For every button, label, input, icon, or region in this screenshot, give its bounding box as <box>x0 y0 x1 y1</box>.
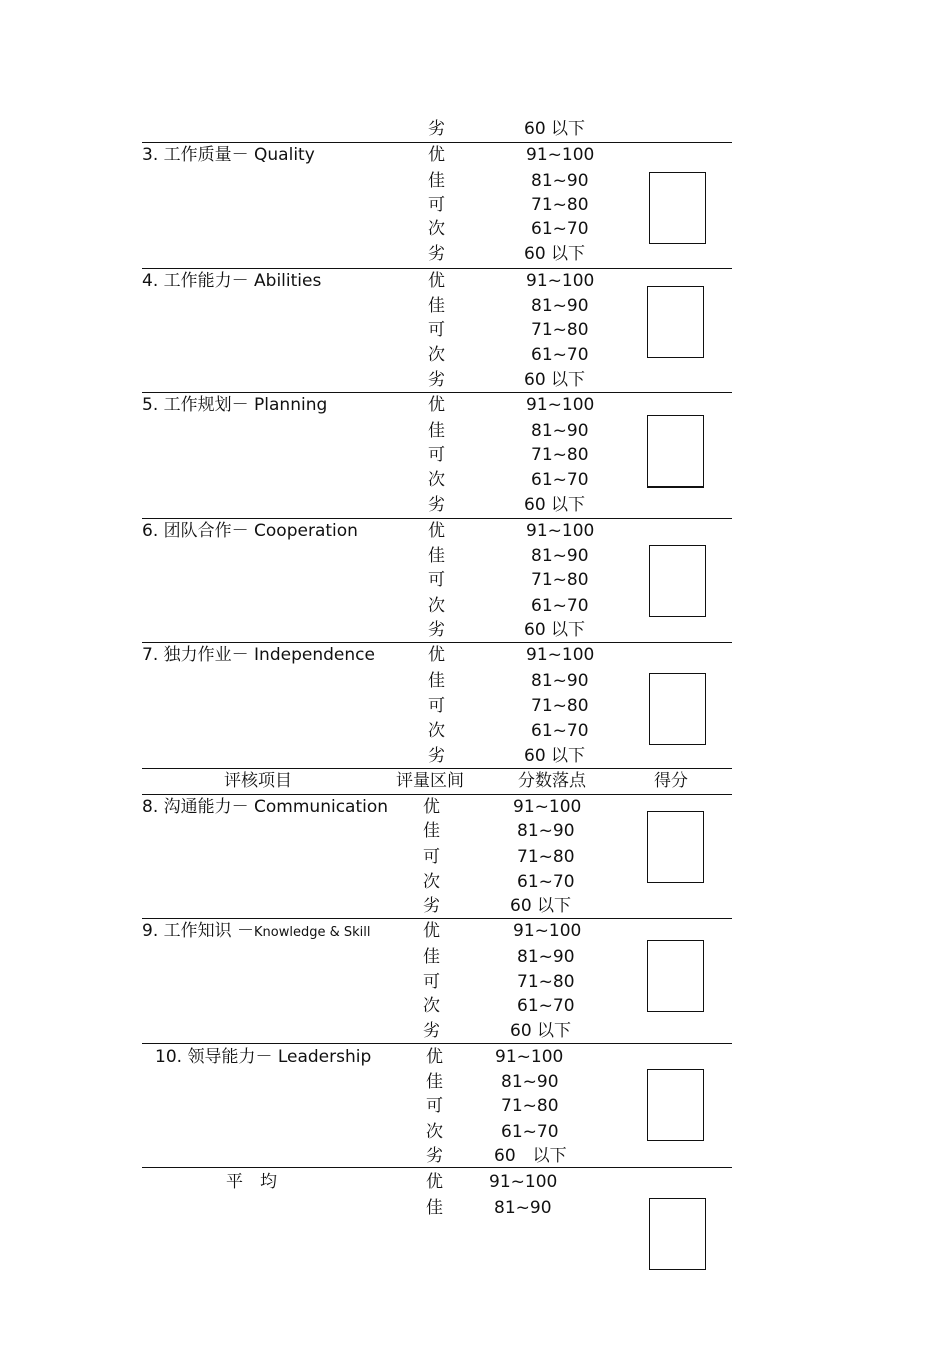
grade-label: 优 <box>428 145 445 165</box>
range-label: 91~100 <box>526 645 595 665</box>
divider <box>142 642 732 643</box>
grade-label: 佳 <box>426 1198 443 1218</box>
grade-label: 次 <box>423 996 440 1016</box>
grade-label: 优 <box>423 797 440 817</box>
grade-label: 可 <box>428 570 445 590</box>
grade-label: 佳 <box>428 171 445 191</box>
range-label: 60 以下 <box>524 119 586 139</box>
score-box[interactable] <box>647 811 704 883</box>
grade-label: 优 <box>426 1172 443 1192</box>
grade-label: 劣 <box>428 119 445 139</box>
grade-label: 次 <box>428 219 445 239</box>
section-title: 9. 工作知识 －Knowledge & Skill <box>142 921 371 941</box>
section-title: 3. 工作质量－ Quality <box>142 145 315 165</box>
grade-label: 可 <box>423 972 440 992</box>
grade-label: 优 <box>428 645 445 665</box>
divider <box>142 1167 732 1168</box>
grade-label: 佳 <box>428 421 445 441</box>
range-label: 81~90 <box>517 947 575 967</box>
header-range: 分数落点 <box>518 771 586 791</box>
grade-label: 劣 <box>428 370 445 390</box>
section-title-english: Knowledge & Skill <box>254 925 371 940</box>
range-label: 91~100 <box>526 395 595 415</box>
range-label: 91~100 <box>489 1172 558 1192</box>
grade-label: 次 <box>423 872 440 892</box>
range-label: 60 以下 <box>524 244 586 264</box>
range-label: 61~70 <box>517 996 575 1016</box>
section-title: 6. 团队合作－ Cooperation <box>142 521 358 541</box>
range-label: 81~90 <box>531 671 589 691</box>
grade-label: 优 <box>428 395 445 415</box>
grade-label: 优 <box>426 1047 443 1067</box>
score-box[interactable] <box>647 415 704 488</box>
grade-label: 可 <box>426 1096 443 1116</box>
grade-label: 次 <box>428 721 445 741</box>
range-label: 81~90 <box>517 821 575 841</box>
grade-label: 劣 <box>428 495 445 515</box>
score-box[interactable] <box>649 545 706 617</box>
section-title: 8. 沟通能力－ Communication <box>142 797 389 817</box>
grade-label: 劣 <box>423 1021 440 1041</box>
range-label: 81~90 <box>531 296 589 316</box>
divider <box>142 918 732 919</box>
range-label: 60 以下 <box>510 1021 572 1041</box>
grade-label: 可 <box>428 445 445 465</box>
range-label: 71~80 <box>517 847 575 867</box>
range-label: 61~70 <box>531 345 589 365</box>
range-label: 61~70 <box>531 596 589 616</box>
range-label: 60 以下 <box>524 746 586 766</box>
grade-label: 佳 <box>426 1072 443 1092</box>
divider <box>142 1043 732 1044</box>
range-label: 60 以下 <box>524 495 586 515</box>
grade-label: 次 <box>426 1122 443 1142</box>
grade-label: 可 <box>428 320 445 340</box>
grade-label: 劣 <box>428 746 445 766</box>
range-label: 81~90 <box>494 1198 552 1218</box>
range-label: 91~100 <box>495 1047 564 1067</box>
divider <box>142 768 732 769</box>
grade-label: 佳 <box>423 947 440 967</box>
range-label: 91~100 <box>513 797 582 817</box>
range-label: 60 以下 <box>494 1146 567 1166</box>
range-label: 81~90 <box>531 171 589 191</box>
grade-label: 佳 <box>428 296 445 316</box>
range-label: 71~80 <box>531 445 589 465</box>
section-title: 4. 工作能力－ Abilities <box>142 271 322 291</box>
range-label: 60 以下 <box>524 620 586 640</box>
range-label: 81~90 <box>501 1072 559 1092</box>
range-label: 91~100 <box>526 521 595 541</box>
range-label: 60 以下 <box>524 370 586 390</box>
range-label: 91~100 <box>526 145 595 165</box>
range-label: 81~90 <box>531 421 589 441</box>
header-item: 评核项目 <box>224 771 292 791</box>
grade-label: 佳 <box>423 821 440 841</box>
range-label: 91~100 <box>513 921 582 941</box>
grade-label: 优 <box>423 921 440 941</box>
grade-label: 可 <box>428 195 445 215</box>
range-label: 61~70 <box>501 1122 559 1142</box>
range-label: 71~80 <box>501 1096 559 1116</box>
score-box[interactable] <box>649 673 706 745</box>
grade-label: 次 <box>428 470 445 490</box>
range-label: 71~80 <box>531 320 589 340</box>
score-box[interactable] <box>649 1198 706 1270</box>
grade-label: 劣 <box>428 244 445 264</box>
grade-label: 劣 <box>423 896 440 916</box>
grade-label: 次 <box>428 345 445 365</box>
range-label: 71~80 <box>531 570 589 590</box>
score-box[interactable] <box>647 1069 704 1141</box>
header-score: 得分 <box>654 771 688 791</box>
divider <box>142 142 732 143</box>
section-title: 5. 工作规划－ Planning <box>142 395 328 415</box>
divider <box>142 268 732 269</box>
range-label: 91~100 <box>526 271 595 291</box>
section-title: 10. 领导能力－ Leadership <box>155 1047 372 1067</box>
score-box[interactable] <box>647 286 704 358</box>
range-label: 71~80 <box>531 195 589 215</box>
grade-label: 佳 <box>428 671 445 691</box>
divider <box>142 518 732 519</box>
grade-label: 劣 <box>428 620 445 640</box>
grade-label: 可 <box>423 847 440 867</box>
grade-label: 优 <box>428 271 445 291</box>
range-label: 71~80 <box>517 972 575 992</box>
divider <box>142 392 732 393</box>
score-box[interactable] <box>649 172 706 244</box>
grade-label: 可 <box>428 696 445 716</box>
grade-label: 优 <box>428 521 445 541</box>
divider <box>142 794 732 795</box>
range-label: 61~70 <box>531 470 589 490</box>
section-title: 7. 独力作业－ Independence <box>142 645 375 665</box>
range-label: 71~80 <box>531 696 589 716</box>
section-title: 平 均 <box>226 1172 277 1192</box>
grade-label: 次 <box>428 596 445 616</box>
range-label: 81~90 <box>531 546 589 566</box>
grade-label: 劣 <box>426 1146 443 1166</box>
range-label: 61~70 <box>517 872 575 892</box>
range-label: 60 以下 <box>510 896 572 916</box>
range-label: 61~70 <box>531 219 589 239</box>
range-label: 61~70 <box>531 721 589 741</box>
header-interval: 评量区间 <box>396 771 464 791</box>
grade-label: 佳 <box>428 546 445 566</box>
score-box[interactable] <box>647 940 704 1012</box>
